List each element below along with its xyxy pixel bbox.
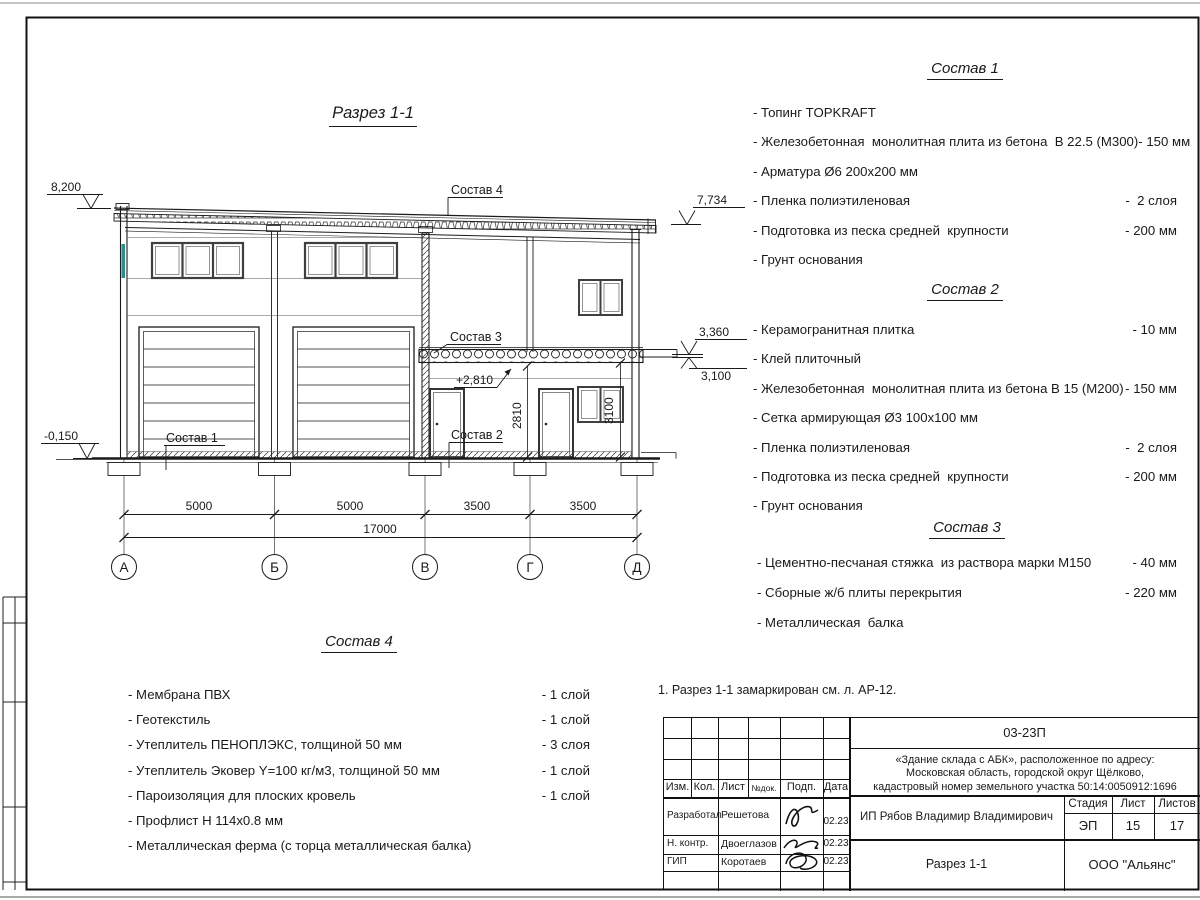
col-podp: Подп. — [786, 781, 817, 794]
col-kol: Кол. — [693, 781, 716, 794]
callout-sostav2: Состав 2 — [451, 428, 503, 442]
sheet-number: 15 — [1125, 817, 1141, 833]
list-item: - Геотекстиль - 1 слой — [128, 712, 590, 728]
list-item: - Утеплитель Эковер Y=100 кг/м3, толщиной 50 мм - 1 слой — [128, 762, 590, 778]
sheet-title: Разрез 1-1 — [925, 857, 988, 872]
axis-d: Д — [632, 560, 642, 575]
door-2 — [539, 389, 573, 457]
title-block — [663, 717, 1199, 890]
list-item: - Топинг TOPKRAFT — [753, 105, 876, 120]
callout-sostav4: Состав 4 — [451, 183, 503, 197]
role-ncontrol: Н. контр. — [667, 838, 709, 850]
note: 1. Разрез 1-1 замаркирован см. л. АР-12. — [658, 683, 897, 697]
name-developer: Решетова — [721, 809, 770, 822]
list-item: - Мембрана ПВХ - 1 слой — [128, 687, 590, 702]
composition-list-3 — [757, 519, 1177, 645]
list-item: - Пленка полиэтиленовая - 2 слоя — [753, 193, 1177, 209]
list-title: Состав 3 — [757, 519, 1177, 539]
project-name: «Здание склада с АБК», расположенное по адресу: Московская область, городской округ Щёлково, кадастровый номер земельного участка 50:14:0050912:1696 — [873, 754, 1177, 793]
window-upper — [579, 280, 622, 315]
window-lower — [578, 387, 623, 422]
drawing-title: Разрез 1-1 — [303, 104, 443, 127]
col-data: Дата — [823, 781, 849, 794]
list-item: - Грунт основания — [753, 251, 863, 267]
sheets-total: 17 — [1169, 817, 1185, 833]
list-item: - Пленка полиэтиленовая - 2 слоя — [753, 439, 1177, 455]
axis-b: Б — [270, 560, 279, 575]
list-item: - Подготовка из песка средней крупности - 200 мм — [753, 222, 1177, 238]
stage-value: ЭП — [1078, 817, 1098, 833]
company-name: ООО "Альянс" — [1088, 856, 1176, 872]
col-izm: Изм. — [665, 781, 690, 794]
list-item: - Металлическая балка — [757, 615, 904, 630]
list-item: - Железобетонная монолитная плита из бетона В 22.5 (М300) - 150 мм — [753, 134, 1191, 150]
window-group-2 — [305, 243, 397, 278]
dim-gd: 3500 — [569, 499, 597, 513]
window-group-1 — [152, 243, 243, 278]
doc-code: 03-23П — [1003, 724, 1046, 740]
composition-list-2 — [753, 281, 1177, 528]
sheets-label: Листов — [1158, 797, 1196, 810]
dim-bv: 5000 — [336, 499, 364, 513]
list-item: - Керамогранитная плитка - 10 мм — [753, 322, 1177, 337]
role-developer: Разработал — [667, 809, 722, 821]
floor-slab — [419, 348, 677, 363]
date-developer: 02.23 — [823, 815, 849, 827]
vdim-2810: 2810 — [510, 402, 524, 429]
composition-list-4 — [128, 633, 590, 863]
stage-label: Стадия — [1068, 797, 1108, 810]
elev-ground: -0,150 — [44, 429, 79, 443]
dim-total: 17000 — [363, 522, 397, 536]
signature-gip — [776, 832, 826, 876]
name-gip: Коротаев — [721, 855, 767, 868]
list-item: - Пароизоляция для плоских кровель - 1 слой — [128, 787, 590, 803]
list-item: - Металлическая ферма (с торца металлическая балка) — [128, 838, 472, 854]
dim-vg: 3500 — [463, 499, 491, 513]
axis-bubbles — [112, 555, 650, 580]
foundations — [106, 458, 658, 476]
list-item: - Сетка армирующая Ø3 100х100 мм — [753, 410, 978, 426]
signature-developer — [780, 798, 823, 835]
composition-list-1 — [753, 60, 1191, 281]
axis-g: Г — [526, 560, 534, 575]
list-item: - Грунт основания — [753, 498, 863, 514]
garage-door-2 — [293, 327, 414, 457]
callout-sostav1: Состав 1 — [166, 431, 218, 445]
sheet-label: Лист — [1120, 797, 1146, 810]
list-item: - Арматура Ø6 200х200 мм — [753, 163, 918, 179]
axis-v: В — [420, 560, 430, 575]
list-item: - Утеплитель ПЕНОПЛЭКС, толщиной 50 мм - 3 слоя — [128, 737, 590, 753]
callout-sostav3: Состав 3 — [450, 330, 502, 344]
list-title: Состав 1 — [753, 60, 1177, 80]
door-1 — [430, 389, 464, 457]
elev-slab-top: 3,360 — [699, 325, 730, 339]
elev-roof-left: 8,200 — [51, 180, 82, 194]
list-title: Состав 4 — [128, 633, 590, 653]
list-item: - Клей плиточный — [753, 351, 861, 367]
col-list: Лист — [721, 781, 745, 794]
list-item: - Железобетонная монолитная плита из бетона В 15 (М200) - 150 мм — [753, 380, 1177, 396]
list-item: - Цементно-песчаная стяжка из раствора марки М150 - 40 мм — [757, 555, 1177, 570]
ground-floor — [56, 452, 676, 460]
axis-a: А — [119, 560, 129, 575]
vdim-3100: 3100 — [602, 397, 616, 424]
date-ncontrol: 02.23 — [823, 838, 849, 850]
role-gip: ГИП — [667, 856, 687, 868]
elev-slab-bottom: 3,100 — [701, 369, 732, 383]
list-item: - Профлист Н 114х0.8 мм — [128, 812, 284, 828]
list-item: - Сборные ж/б плиты перекрытия - 220 мм — [757, 585, 1177, 600]
elev-level2: +2,810 — [456, 373, 494, 387]
elev-roof-right: 7,734 — [697, 193, 728, 207]
list-title: Состав 2 — [753, 281, 1177, 301]
client-name: ИП Рябов Владимир Владимирович — [860, 810, 1053, 823]
wall-insulation-mark — [122, 244, 126, 278]
date-gip: 02.23 — [823, 856, 849, 868]
name-ncontrol: Двоеглазов — [721, 837, 777, 850]
col-doc: №док. — [751, 782, 777, 793]
building-section — [56, 204, 677, 477]
list-item: - Подготовка из песка средней крупности - 200 мм — [753, 468, 1177, 484]
dim-ab: 5000 — [185, 499, 213, 513]
